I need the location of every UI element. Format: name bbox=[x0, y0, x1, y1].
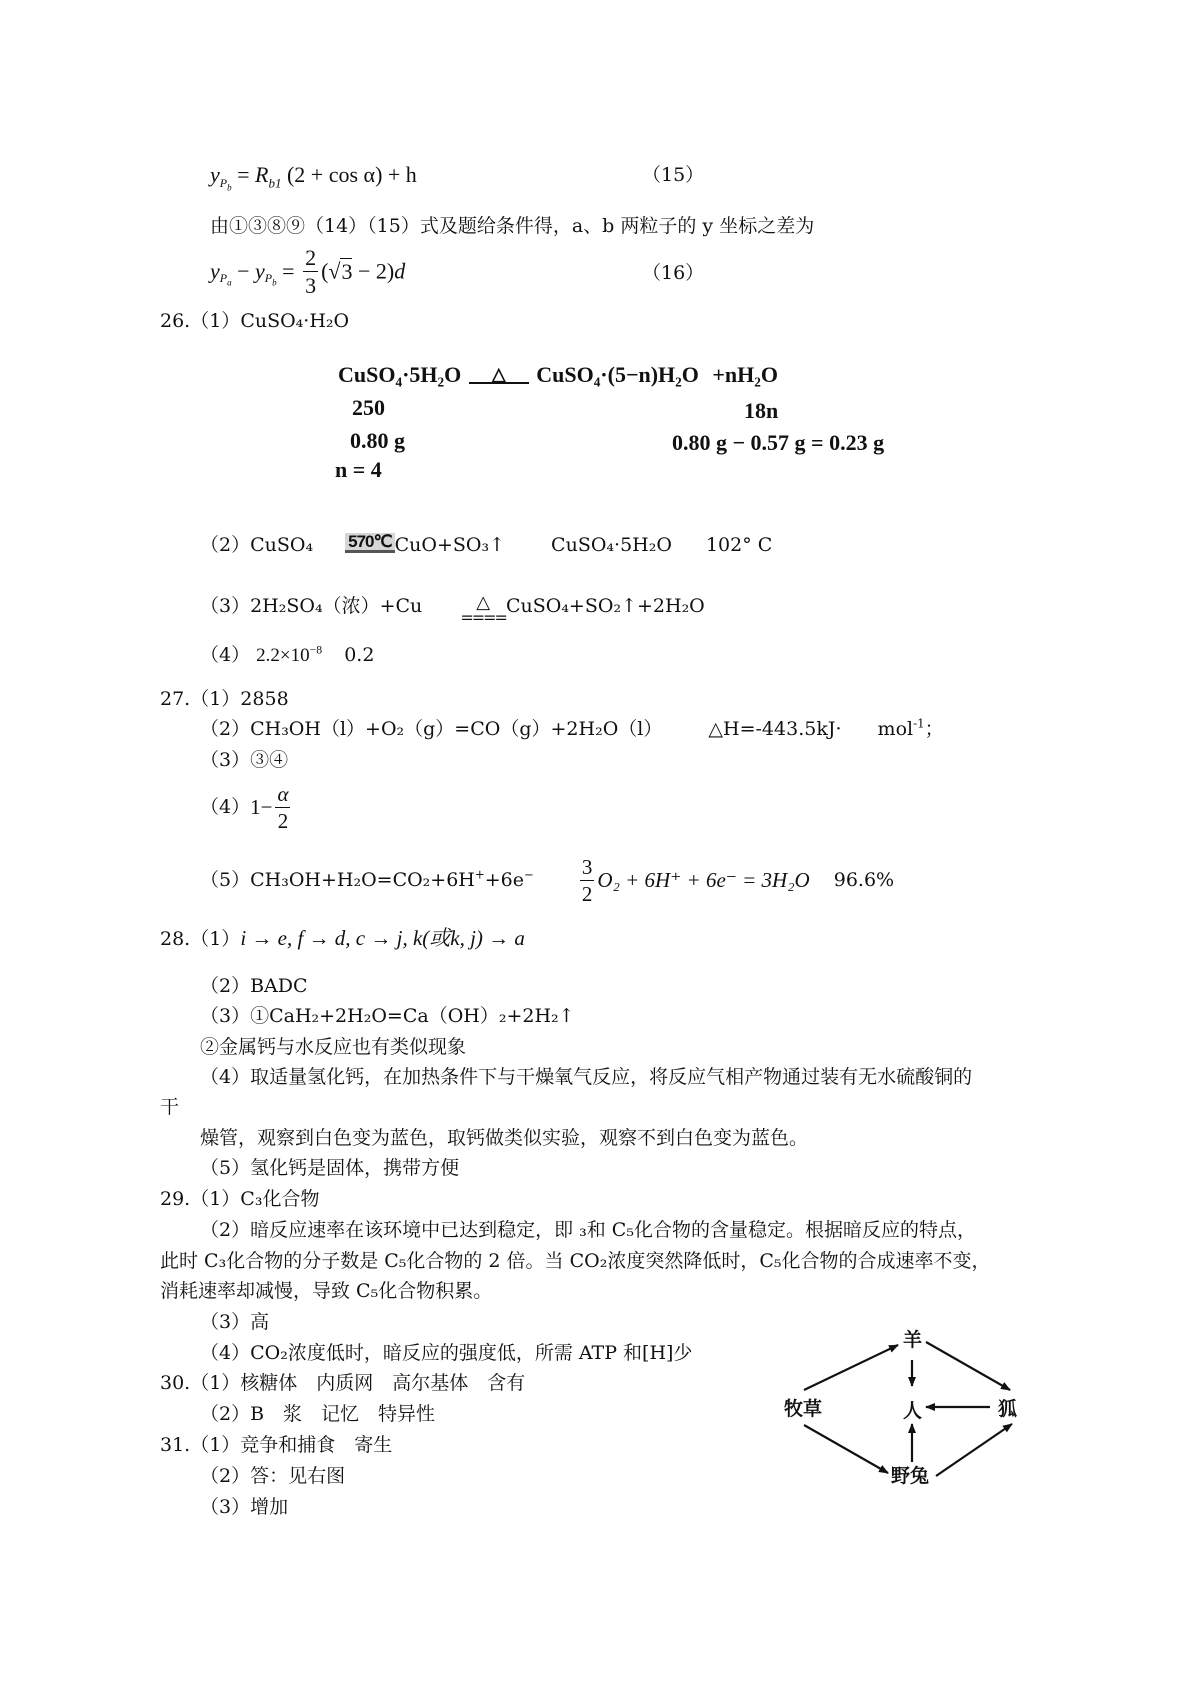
q29-p2-b: 此时 C₃化合物的分子数是 C₅化合物的 2 倍。当 CO₂浓度突然降低时，C₅化合物的合成速率不变， bbox=[160, 1250, 991, 1272]
q28-number: 28. bbox=[160, 928, 191, 950]
q27-p1-text: （1）2858 bbox=[190, 688, 289, 710]
eq16-number: （16） bbox=[642, 262, 705, 284]
q27-p4 bbox=[200, 783, 293, 832]
q27-p4-fraction bbox=[275, 783, 290, 832]
q26-p4-exp: −8 bbox=[309, 643, 323, 657]
q26-p2-products: CuO+SO₃↑ bbox=[394, 534, 505, 556]
q29-p2-a: （2）暗反应速率在该环境中已达到稳定，即 ₃和 C₅化合物的含量稳定。根据暗反应的特点， bbox=[200, 1219, 976, 1241]
q27-p5-cathode: O₂ + 6H⁺ + 6e⁻ = 3H₂O bbox=[597, 868, 810, 893]
eq16-ya: y bbox=[210, 258, 220, 284]
heating-condition-2 bbox=[460, 592, 506, 627]
q28-p1-answer: i → e, f → d, c → j, k(或k, j) → a bbox=[240, 926, 525, 950]
q27-number: 27. bbox=[160, 688, 191, 710]
q27-p4-label: （4） bbox=[200, 796, 251, 819]
q27-p2-unit-exp: -1 bbox=[913, 716, 925, 731]
q27-p1 bbox=[160, 690, 289, 709]
eq16-d: d bbox=[394, 258, 406, 284]
q26-p4 bbox=[200, 643, 375, 666]
eq15-lhs: y bbox=[210, 162, 220, 187]
calc-result: n = 4 bbox=[335, 457, 382, 482]
q30-p1 bbox=[160, 1374, 525, 1393]
q27-p5-sup2: − bbox=[524, 867, 534, 882]
q26-p3-label: （3） bbox=[200, 595, 251, 617]
q27-p5 bbox=[200, 856, 894, 905]
q26-p3 bbox=[200, 592, 705, 627]
calc-mass-reactant: 250 bbox=[352, 395, 385, 420]
eq16-sub-b: P bbox=[264, 271, 273, 286]
temperature-condition: 570℃ bbox=[345, 533, 394, 553]
q28-p4-c: 燥管，观察到白色变为蓝色，取钙做类似实验，观察不到白色变为蓝色。 bbox=[200, 1127, 809, 1149]
q27-p5-anode-end: +6e bbox=[484, 869, 524, 892]
eq16-rest: − 2) bbox=[352, 258, 395, 284]
calc-product1: CuSO₄·(5−n)H₂O bbox=[536, 362, 699, 387]
heating-condition bbox=[469, 366, 529, 384]
q31-p1-text: （1）竞争和捕食 寄生 bbox=[190, 1434, 393, 1456]
q26-p3-reactants: 2H₂SO₄（浓）+Cu bbox=[250, 595, 423, 617]
node-sheep: 羊 bbox=[903, 1329, 923, 1351]
eq16-sub-a: P bbox=[219, 271, 228, 286]
q27-p5-efficiency: 96.6% bbox=[833, 869, 895, 892]
q30-p2: （2）B 浆 记忆 特异性 bbox=[200, 1403, 436, 1425]
q27-p2-end: ； bbox=[924, 718, 944, 740]
equation-16: $y_{P_a} - y_{P_b}$ = $\frac{2}{3}$ (√3 − 2)d bbox=[210, 245, 406, 299]
q28-p4-a: （4）取适量氢化钙，在加热条件下与干燥氧气反应，将反应气相产物通过装有无水硫酸铜的 bbox=[200, 1066, 973, 1088]
calc-given-water: 0.80 g − 0.57 g = 0.23 g bbox=[672, 430, 885, 455]
q27-p5-den: 2 bbox=[581, 882, 593, 907]
q29-p2-c: 消耗速率却减慢，导致 C₅化合物积累。 bbox=[160, 1280, 493, 1302]
q26-p4-label: （4） bbox=[200, 644, 251, 666]
eq15-subsub: b bbox=[227, 182, 232, 193]
q28-p3-2: ②金属钙与水反应也有类似现象 bbox=[200, 1036, 467, 1058]
derivation-text: 由①③⑧⑨（14）（15）式及题给条件得，a、b 两粒子的 y 坐标之差为 bbox=[210, 215, 815, 237]
q26-p3-products: CuSO₄+SO₂↑+2H₂O bbox=[505, 595, 705, 617]
q31-p3: （3）增加 bbox=[200, 1496, 289, 1518]
q27-p4-num: α bbox=[275, 783, 290, 808]
eq16-subsub-a: a bbox=[227, 277, 232, 288]
q30-p1-text: （1）核糖体 内质网 高尔基体 含有 bbox=[190, 1372, 526, 1394]
food-web-diagram bbox=[780, 1290, 1040, 1520]
q31-p2: （2）答：见右图 bbox=[200, 1465, 346, 1487]
q29-p1-text: （1）C₃化合物 bbox=[190, 1188, 320, 1210]
q26-p2-reactant: CuSO₄ bbox=[250, 534, 314, 556]
q30-number: 30. bbox=[160, 1372, 191, 1394]
q26-p2-label: （2） bbox=[200, 534, 251, 556]
q28-p5: （5）氢化钙是固体，携带方便 bbox=[200, 1157, 460, 1179]
node-rabbit: 野兔 bbox=[891, 1465, 930, 1487]
calc-product2: +nH₂O bbox=[712, 362, 778, 387]
eq16-num: 2 bbox=[303, 246, 318, 272]
calc-mass-water: 18n bbox=[744, 398, 779, 423]
calc-given-reactant: 0.80 g bbox=[350, 428, 405, 453]
q28-p1-label: （1） bbox=[190, 928, 241, 950]
edge-rabbit-fox bbox=[936, 1424, 1012, 1476]
q26-p4-answer2: 0.2 bbox=[344, 644, 375, 666]
node-grass: 牧草 bbox=[784, 1398, 823, 1420]
q28-p4-b: 干 bbox=[160, 1096, 180, 1118]
node-fox: 狐 bbox=[998, 1398, 1018, 1420]
q27-p5-label: （5） bbox=[200, 869, 251, 892]
eq15-Rsub: b1 bbox=[268, 175, 282, 191]
q27-p5-sup1: + bbox=[474, 867, 485, 882]
eq16-minus: − bbox=[231, 258, 256, 284]
eq15-rest: (2 + cos α) + h bbox=[286, 162, 417, 187]
q26-p1-label: （1） bbox=[190, 310, 241, 332]
node-human: 人 bbox=[903, 1400, 923, 1422]
q29-p4: （4）CO₂浓度低时，暗反应的强度低，所需 ATP 和[H]少 bbox=[200, 1342, 693, 1364]
q31-number: 31. bbox=[160, 1434, 191, 1456]
calc-reactant: CuSO₄·5H₂O bbox=[338, 362, 462, 387]
eq-sign: ==== bbox=[460, 608, 506, 627]
q28-p2: （2）BADC bbox=[200, 975, 308, 997]
q28-p3-1: （3）①CaH₂+2H₂O=Ca（OH）₂+2H₂↑ bbox=[200, 1005, 575, 1027]
delta-icon: △ bbox=[491, 364, 506, 384]
q26-number: 26. bbox=[160, 310, 191, 332]
eq15-number: （15） bbox=[642, 164, 705, 186]
q27-p4-one: 1− bbox=[250, 795, 273, 820]
q27-p2-unit: mol bbox=[877, 718, 914, 740]
edge-grass-rabbit bbox=[804, 1425, 888, 1473]
eq15-R: R bbox=[255, 162, 269, 187]
delta-icon-2: △ bbox=[476, 592, 491, 613]
q26-p2-answer2: CuSO₄·5H₂O bbox=[551, 534, 672, 556]
edge-grass-sheep bbox=[804, 1345, 898, 1390]
q31-p1 bbox=[160, 1436, 392, 1455]
q27-p2-eq: （2）CH₃OH（l）+O₂（g）=CO（g）+2H₂O（l） bbox=[200, 718, 663, 740]
q28-p1 bbox=[160, 928, 525, 949]
q27-p2-dh: △H=-443.5kJ· bbox=[708, 718, 842, 740]
q26-p2 bbox=[200, 533, 772, 555]
eq16-sqrt: 3 bbox=[341, 258, 353, 284]
q29-number: 29. bbox=[160, 1188, 191, 1210]
q26-p4-base: 2.2×10 bbox=[256, 645, 310, 666]
eq16-eq: = bbox=[276, 258, 301, 284]
q27-p5-num: 3 bbox=[580, 856, 595, 881]
q27-p5-fraction bbox=[580, 856, 595, 905]
q27-p2 bbox=[200, 716, 944, 740]
q27-p3: （3）③④ bbox=[200, 749, 289, 771]
equation-15: $y_{P_b} = R_{b1}$ (2 + cos α) + h bbox=[210, 162, 417, 193]
q29-p3: （3）高 bbox=[200, 1311, 270, 1333]
eq16-den: 3 bbox=[305, 273, 317, 299]
eq16-paren: ( bbox=[321, 258, 329, 284]
q26-p1 bbox=[160, 312, 349, 331]
q26-p2-answer3: 102° C bbox=[705, 534, 773, 556]
eq15-sub: P bbox=[219, 176, 228, 191]
eq16-subsub-b: b bbox=[272, 277, 277, 288]
q26-p1-answer: CuSO₄·H₂O bbox=[240, 310, 350, 332]
q27-p4-den: 2 bbox=[277, 809, 289, 834]
edge-sheep-fox bbox=[926, 1342, 1010, 1390]
q27-p5-anode: CH₃OH+H₂O=CO₂+6H bbox=[250, 869, 475, 892]
eq16-yb: y bbox=[255, 258, 265, 284]
q29-p1 bbox=[160, 1190, 319, 1209]
eq16-fraction bbox=[303, 246, 318, 297]
q26-calc-equation bbox=[338, 364, 778, 386]
